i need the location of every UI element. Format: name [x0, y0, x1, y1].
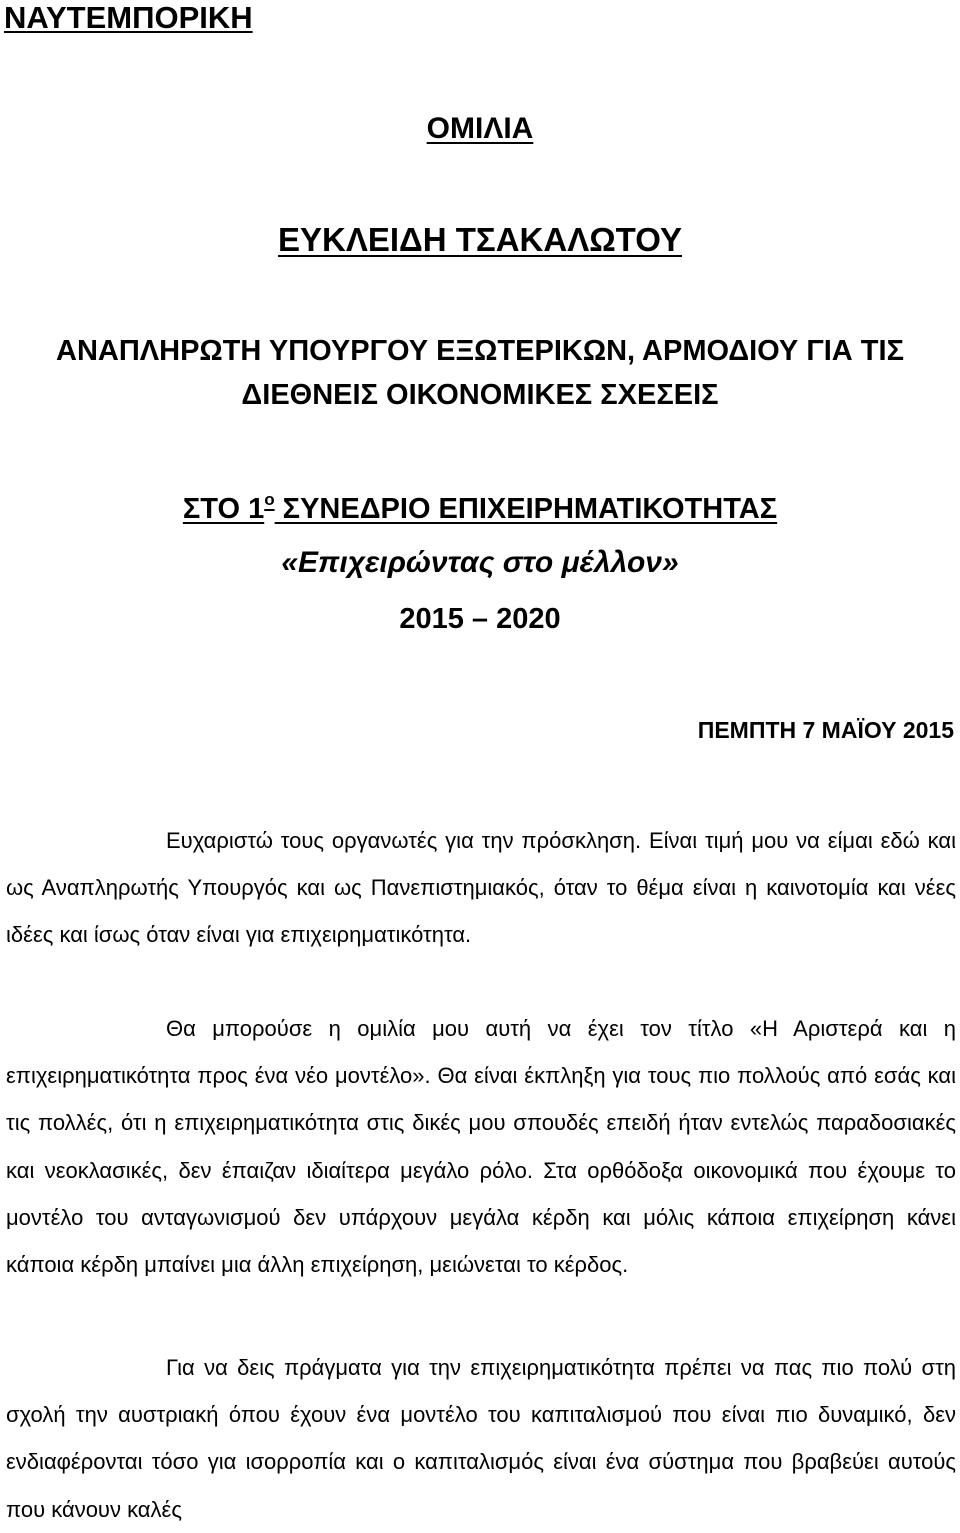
event-title-ordinal: ο	[264, 490, 275, 509]
speaker-role-line-1: ΑΝΑΠΛΗΡΩΤΗ ΥΠΟΥΡΓΟΥ ΕΞΩΤΕΡΙΚΩΝ, ΑΡΜΟΔΙΟΥ ΓΙΑ ΤΙΣ	[56, 335, 904, 367]
event-date: ΠΕΜΠΤΗ 7 ΜΑΪΟΥ 2015	[697, 717, 954, 743]
event-title-name: ΣΥΝΕΔΡΙΟ ΕΠΙΧΕΙΡΗΜΑΤΙΚΟΤΗΤΑΣ	[274, 493, 778, 525]
organization-header: ΝΑΥΤΕΜΠΟΡΙΚΗ	[4, 0, 253, 35]
event-title	[0, 491, 960, 524]
document-type-title: ΟΜΙΛΙΑ	[426, 112, 534, 145]
event-title-prefix: ΣΤΟ 1	[182, 493, 265, 525]
event-years: 2015 – 2020	[399, 603, 561, 635]
body-paragraph-2: Θα μπορούσε η ομιλία μου αυτή να έχει τον τίτλο «Η Αριστερά και η επιχειρηματικότητα προς ένα νέο μοντέλο». Θα είναι έκπληξη για τους πιο πολλούς από εσάς και τις πολλές, ότι η επιχειρηματικότητα στις δικές μου σπουδές επειδή ήταν εντελώς παραδοσιακές και νεοκλασικές, δεν έπαιζαν ιδιαίτερα μεγάλο ρόλο. Στα ορθόδοξα οικονομικά που έχουμε το μοντέλο του ανταγωνισμού δεν υπάρχουν μεγάλα κέρδη και μόλις κάποια επιχείρηση κάνει κάποια κέρδη μπαίνει μια άλλη επιχείρηση, μειώνεται το κέρδος.	[6, 1016, 956, 1278]
speaker-role-line-2: ΔΙΕΘΝΕΙΣ ΟΙΚΟΝΟΜΙΚΕΣ ΣΧΕΣΕΙΣ	[241, 379, 719, 411]
body-paragraph-1: Ευχαριστώ τους οργανωτές για την πρόσκληση. Είναι τιμή μου να είμαι εδώ και ως Αναπληρωτής Υπουργός και ως Πανεπιστημιακός, όταν το θέμα είναι η καινοτομία και νέες ιδέες και ίσως όταν είναι για επιχειρηματικότητα.	[6, 828, 956, 948]
speaker-name: ΕΥΚΛΕΙΔΗ ΤΣΑΚΑΛΩΤΟΥ	[277, 221, 682, 258]
body-paragraph-3: Για να δεις πράγματα για την επιχειρηματικότητα πρέπει να πας πιο πολύ στη σχολή την αυστριακή όπου έχουν ένα μοντέλο του καπιταλισμού που είναι πιο δυναμικό, δεν ενδιαφέρονται τόσο για ισορροπία και ο καπιταλισμός είναι ένα σύστημα που βραβεύει αυτούς που κάνουν καλές	[6, 1355, 956, 1522]
event-subtitle: «Επιχειρώντας στο μέλλον»	[281, 546, 679, 579]
